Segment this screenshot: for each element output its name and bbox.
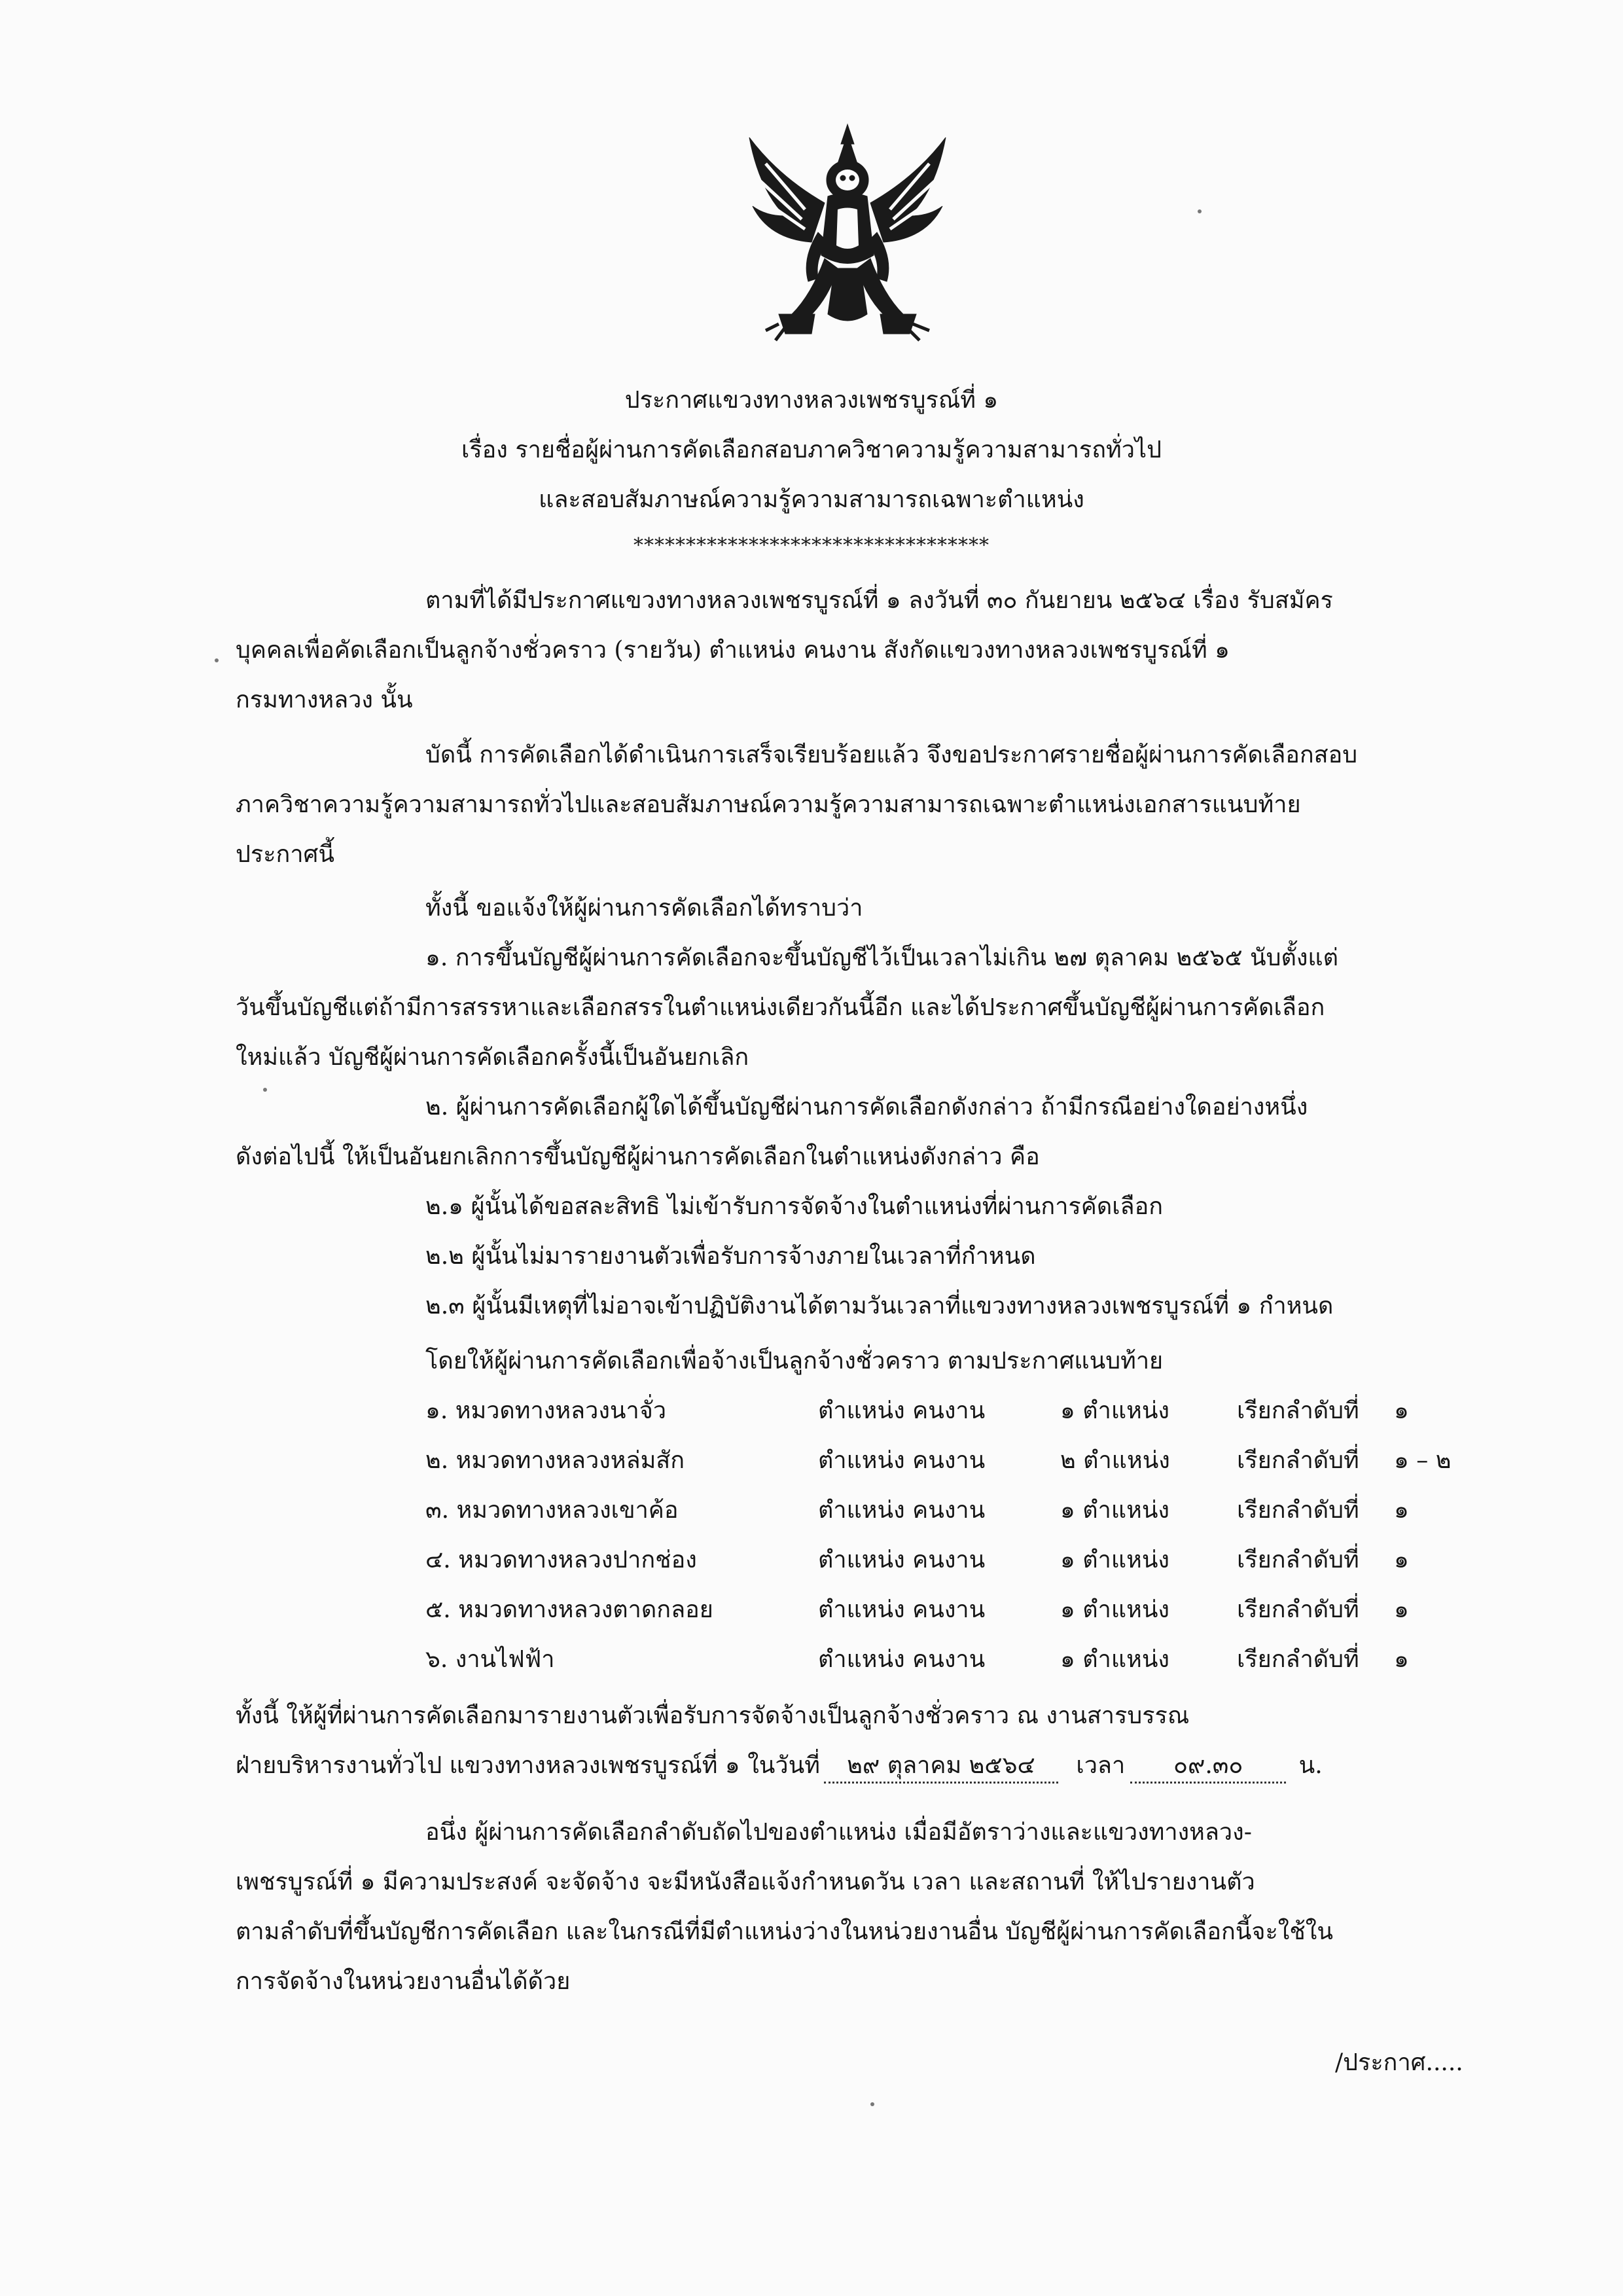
para2-line2: ภาควิชาความรู้ความสามารถทั่วไปและสอบสัมภาษณ์ความรู้ความสามารถเฉพาะตำแหน่งเอกสารแนบท้าย — [236, 791, 1301, 818]
para-next-line2: เพชรบูรณ์ที่ ๑ มีความประสงค์ จะจัดจ้าง จะมีหนังสือแจ้งกำหนดวัน เวลา และสถานที่ ให้ไปรายงานตัว — [236, 1869, 1255, 1895]
unit-name: ๕. หมวดทางหลวงตาดกลอย — [425, 1596, 713, 1623]
scan-speck — [870, 2102, 874, 2106]
report-date: ๒๙ ตุลาคม ๒๕๖๔ — [824, 1750, 1058, 1784]
report-prefix: ฝ่ายบริหารงานทั่วไป แขวงทางหลวงเพชรบูรณ์ที่ ๑ ในวันที่ — [236, 1752, 820, 1779]
scan-speck — [1198, 209, 1202, 213]
para1-line2: บุคคลเพื่อคัดเลือกเป็นลูกจ้างชั่วคราว (รายวัน) ตำแหน่ง คนงาน สังกัดแขวงทางหลวงเพชรบูรณ์ที่ ๑ — [236, 637, 1230, 664]
unit-name: ๖. งานไฟฟ้า — [425, 1646, 555, 1673]
para-next-line3: ตามลำดับที่ขึ้นบัญชีการคัดเลือก และในกรณีที่มีตำแหน่งว่างในหน่วยงานอื่น บัญชีผู้ผ่านการคัดเลือกนี้จะใช้ใน — [236, 1918, 1333, 1945]
continuation-marker: /ประกาศ..... — [1335, 2049, 1463, 2076]
item2-sub3: ๒.๓ ผู้นั้นมีเหตุที่ไม่อาจเข้าปฏิบัติงานได้ตามวันเวลาที่แขวงทางหลวงเพชรบูรณ์ที่ ๑ กำหนด — [425, 1293, 1334, 1319]
item1-line2: วันขึ้นบัญชีแต่ถ้ามีการสรรหาและเลือกสรรในตำแหน่งเดียวกันนี้อีก และได้ประกาศขึ้นบัญชีผู้ผ่านการคัดเลือก — [236, 994, 1325, 1021]
unit-name: ๑. หมวดทางหลวงนาจั่ว — [425, 1397, 667, 1424]
unit-position: ตำแหน่ง คนงาน — [818, 1596, 986, 1623]
unit-rank-label: เรียกลำดับที่ — [1237, 1397, 1359, 1424]
para1-line1: ตามที่ได้มีประกาศแขวงทางหลวงเพชรบูรณ์ที่ ๑ ลงวันที่ ๓๐ กันยายน ๒๕๖๔ เรื่อง รับสมัคร — [425, 587, 1333, 614]
unit-rank: ๑ — [1394, 1646, 1409, 1673]
unit-rank-label: เรียกลำดับที่ — [1237, 1447, 1359, 1474]
report-time-label: เวลา — [1076, 1752, 1126, 1779]
unit-name: ๔. หมวดทางหลวงปากช่อง — [425, 1547, 697, 1573]
unit-count: ๑ ตำแหน่ง — [1060, 1547, 1170, 1573]
heading-subject: เรื่อง รายชื่อผู้ผ่านการคัดเลือกสอบภาควิชาความรู้ความสามารถทั่วไป — [461, 437, 1162, 463]
para1-line3: กรมทางหลวง นั้น — [236, 687, 413, 713]
report-suffix: น. — [1298, 1752, 1323, 1779]
item2-line1: ๒. ผู้ผ่านการคัดเลือกผู้ใดได้ขึ้นบัญชีผ่านการคัดเลือกดังกล่าว ถ้ามีกรณีอย่างใดอย่างหนึ่ง — [425, 1094, 1308, 1121]
unit-position: ตำแหน่ง คนงาน — [818, 1497, 986, 1524]
unit-rank-label: เรียกลำดับที่ — [1237, 1497, 1359, 1524]
report-time: ๐๙.๓๐ — [1130, 1750, 1286, 1784]
para-next-line4: การจัดจ้างในหน่วยงานอื่นได้ด้วย — [236, 1968, 571, 1995]
unit-count: ๑ ตำแหน่ง — [1060, 1497, 1170, 1524]
para2-line1: บัดนี้ การคัดเลือกได้ดำเนินการเสร็จเรียบร้อยแล้ว จึงขอประกาศรายชื่อผู้ผ่านการคัดเลือกสอบ — [425, 742, 1358, 768]
unit-rank-label: เรียกลำดับที่ — [1237, 1646, 1359, 1673]
unit-rank-label: เรียกลำดับที่ — [1237, 1596, 1359, 1623]
heading-title: ประกาศแขวงทางหลวงเพชรบูรณ์ที่ ๑ — [624, 387, 999, 414]
unit-rank: ๑ — [1394, 1547, 1409, 1573]
unit-count: ๑ ตำแหน่ง — [1060, 1596, 1170, 1623]
unit-position: ตำแหน่ง คนงาน — [818, 1547, 986, 1573]
unit-count: ๒ ตำแหน่ง — [1060, 1447, 1170, 1474]
item1-line3: ใหม่แล้ว บัญชีผู้ผ่านการคัดเลือกครั้งนี้เป็นอันยกเลิก — [236, 1044, 749, 1071]
item1-line1: ๑. การขึ้นบัญชีผู้ผ่านการคัดเลือกจะขึ้นบัญชีไว้เป็นเวลาไม่เกิน ๒๗ ตุลาคม ๒๕๖๕ นับตั้งแต่ — [425, 944, 1339, 971]
para2-line3: ประกาศนี้ — [236, 841, 334, 868]
item2-sub1: ๒.๑ ผู้นั้นได้ขอสละสิทธิ ไม่เข้ารับการจัดจ้างในตำแหน่งที่ผ่านการคัดเลือก — [425, 1193, 1163, 1220]
unit-position: ตำแหน่ง คนงาน — [818, 1447, 986, 1474]
unit-rank: ๑ — [1394, 1497, 1409, 1524]
item2-line2: ดังต่อไปนี้ ให้เป็นอันยกเลิกการขึ้นบัญชีผู้ผ่านการคัดเลือกในตำแหน่งดังกล่าว คือ — [236, 1143, 1040, 1170]
para3-line1: ทั้งนี้ ขอแจ้งให้ผู้ผ่านการคัดเลือกได้ทราบว่า — [425, 895, 863, 922]
heading-separator: ********************************** — [633, 534, 990, 557]
unit-name: ๒. หมวดทางหลวงหล่มสัก — [425, 1447, 685, 1474]
report-line2 — [236, 1750, 1323, 1784]
unit-rank: ๑ — [1394, 1397, 1409, 1424]
garuda-emblem — [740, 118, 955, 353]
unit-rank: ๑ – ๒ — [1394, 1447, 1452, 1474]
list-intro: โดยให้ผู้ผ่านการคัดเลือกเพื่อจ้างเป็นลูกจ้างชั่วคราว ตามประกาศแนบท้าย — [425, 1348, 1164, 1374]
unit-rank-label: เรียกลำดับที่ — [1237, 1547, 1359, 1573]
unit-name: ๓. หมวดทางหลวงเขาค้อ — [425, 1497, 679, 1524]
unit-position: ตำแหน่ง คนงาน — [818, 1646, 986, 1673]
unit-count: ๑ ตำแหน่ง — [1060, 1397, 1170, 1424]
unit-count: ๑ ตำแหน่ง — [1060, 1646, 1170, 1673]
scan-speck — [215, 658, 219, 662]
report-line1: ทั้งนี้ ให้ผู้ที่ผ่านการคัดเลือกมารายงานตัวเพื่อรับการจัดจ้างเป็นลูกจ้างชั่วคราว ณ งานสารบรรณ — [236, 1702, 1190, 1729]
unit-position: ตำแหน่ง คนงาน — [818, 1397, 986, 1424]
unit-rank: ๑ — [1394, 1596, 1409, 1623]
item2-sub2: ๒.๒ ผู้นั้นไม่มารายงานตัวเพื่อรับการจ้างภายในเวลาที่กำหนด — [425, 1243, 1036, 1270]
heading-subject-cont: และสอบสัมภาษณ์ความรู้ความสามารถเฉพาะตำแหน่ง — [539, 486, 1084, 513]
scan-speck — [263, 1088, 267, 1092]
para-next-line1: อนึ่ง ผู้ผ่านการคัดเลือกลำดับถัดไปของตำแหน่ง เมื่อมีอัตราว่างและแขวงทางหลวง- — [425, 1819, 1252, 1846]
